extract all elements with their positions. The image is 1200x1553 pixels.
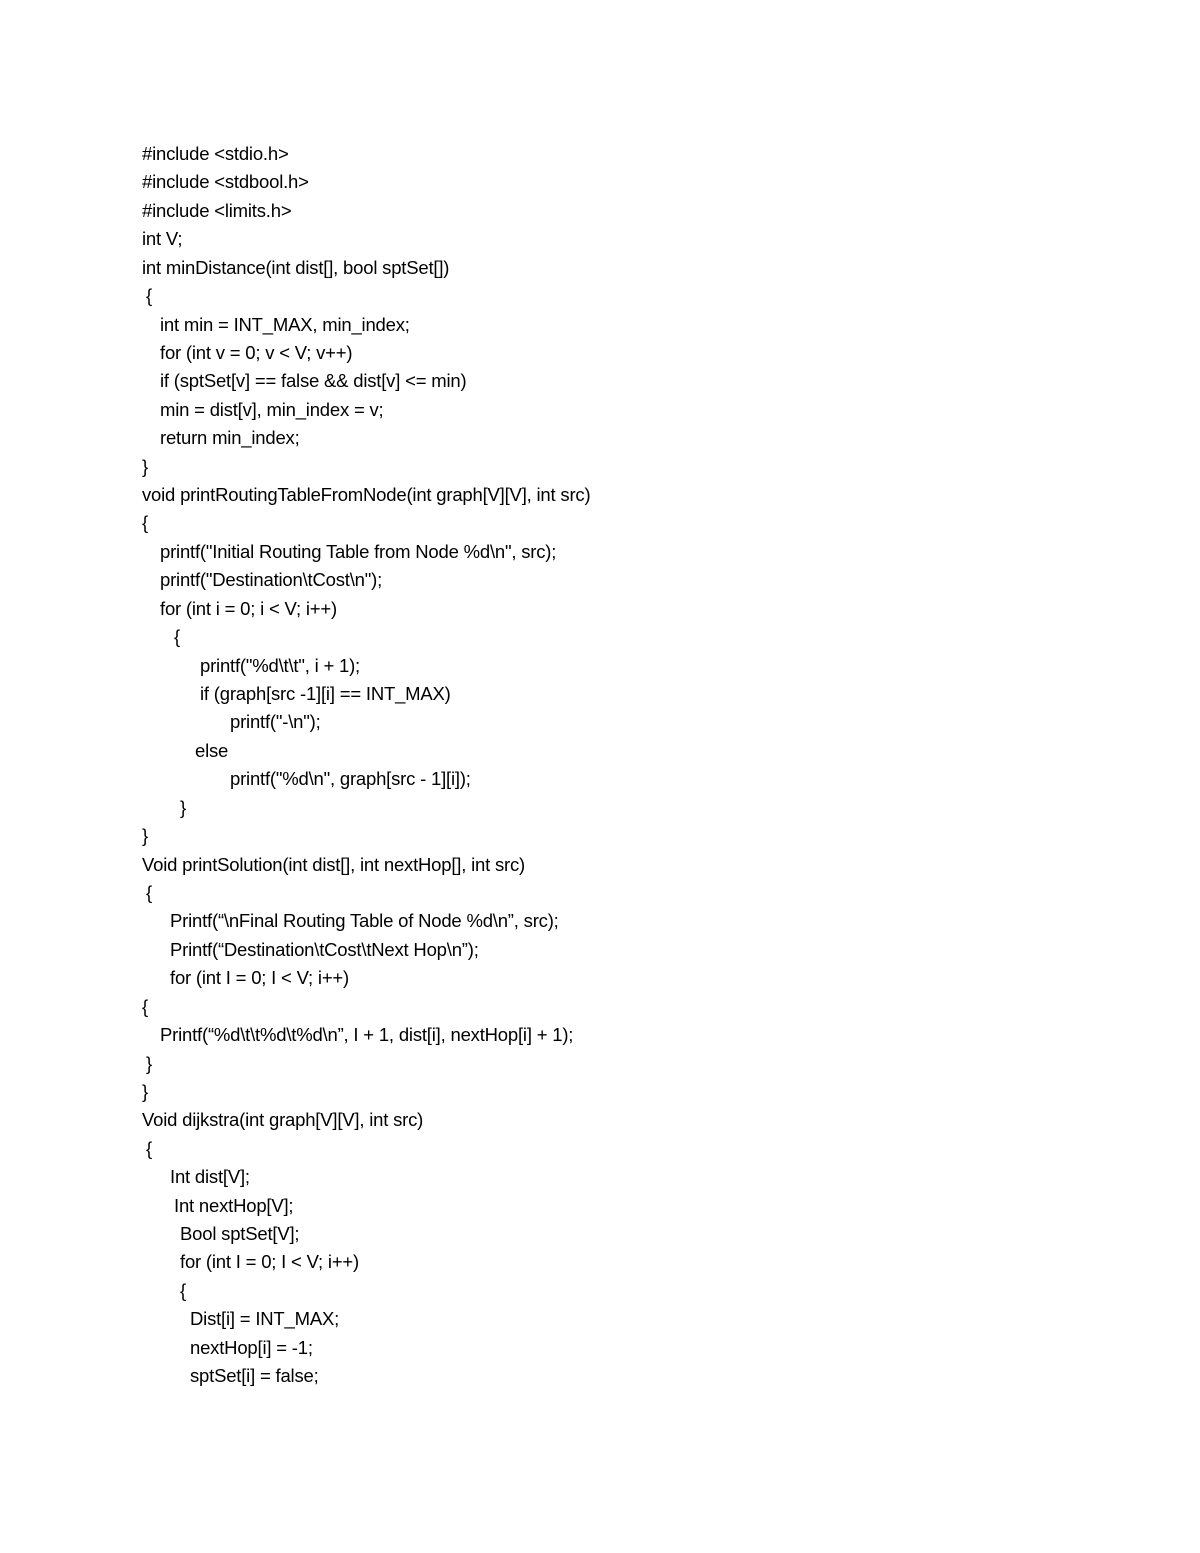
code-line: } (180, 796, 186, 818)
code-line: { (174, 626, 180, 648)
code-line: Bool sptSet[V]; (180, 1223, 300, 1245)
code-line: for (int i = 0; i < V; i++) (160, 597, 337, 619)
code-line: void printRoutingTableFromNode(int graph[V][V], int src) (142, 484, 591, 506)
code-line: Void dijkstra(int graph[V][V], int src) (142, 1109, 424, 1131)
code-line: for (int I = 0; I < V; i++) (180, 1251, 359, 1273)
code-line: } (142, 1080, 148, 1102)
code-line: for (int v = 0; v < V; v++) (160, 341, 353, 363)
code-line: Printf(“Destination\tCost\tNext Hop\n”); (170, 938, 479, 960)
code-line: nextHop[i] = -1; (190, 1336, 313, 1358)
code-line: int V; (142, 228, 183, 250)
code-line: { (146, 1137, 152, 1159)
code-line: else (195, 739, 229, 761)
code-line: printf("%d\n", graph[src - 1][i]); (230, 768, 471, 790)
code-line: if (sptSet[v] == false && dist[v] <= min) (160, 370, 467, 392)
code-line: } (142, 455, 148, 477)
code-line: sptSet[i] = false; (190, 1365, 319, 1387)
code-line: #include <stdio.h> (142, 143, 289, 164)
code-line: #include <stdbool.h> (142, 171, 309, 193)
code-line: { (146, 881, 152, 903)
code-listing (142, 140, 1142, 1391)
code-line: Printf(“\nFinal Routing Table of Node %d\n”, src); (170, 910, 559, 932)
code-line: printf("%d\t\t", i + 1); (200, 654, 360, 676)
code-line: printf("-\n"); (230, 711, 321, 733)
code-line: } (142, 825, 148, 847)
code-line: if (graph[src -1][i] == INT_MAX) (200, 683, 451, 705)
code-line: { (142, 512, 148, 534)
code-line: return min_index; (160, 427, 300, 449)
code-line: Int nextHop[V]; (174, 1194, 294, 1216)
code-line: for (int I = 0; I < V; i++) (170, 967, 349, 989)
code-line: { (142, 995, 148, 1017)
code-line: printf("Destination\tCost\n"); (160, 569, 383, 591)
code-line: Printf(“%d\t\t%d\t%d\n”, I + 1, dist[i], nextHop[i] + 1); (160, 1024, 574, 1046)
code-line: } (146, 1052, 152, 1074)
code-line: min = dist[v], min_index = v; (160, 398, 384, 420)
code-line: { (180, 1279, 186, 1301)
code-line: { (146, 285, 152, 307)
code-line: printf("Initial Routing Table from Node %d\n", src); (160, 540, 557, 562)
code-line: int minDistance(int dist[], bool sptSet[]) (142, 256, 450, 278)
code-line: int min = INT_MAX, min_index; (160, 313, 410, 335)
code-line: #include <limits.h> (142, 199, 292, 221)
code-line: Int dist[V]; (170, 1166, 250, 1188)
code-line: Void printSolution(int dist[], int nextHop[], int src) (142, 853, 526, 875)
code-line: Dist[i] = INT_MAX; (190, 1308, 340, 1330)
